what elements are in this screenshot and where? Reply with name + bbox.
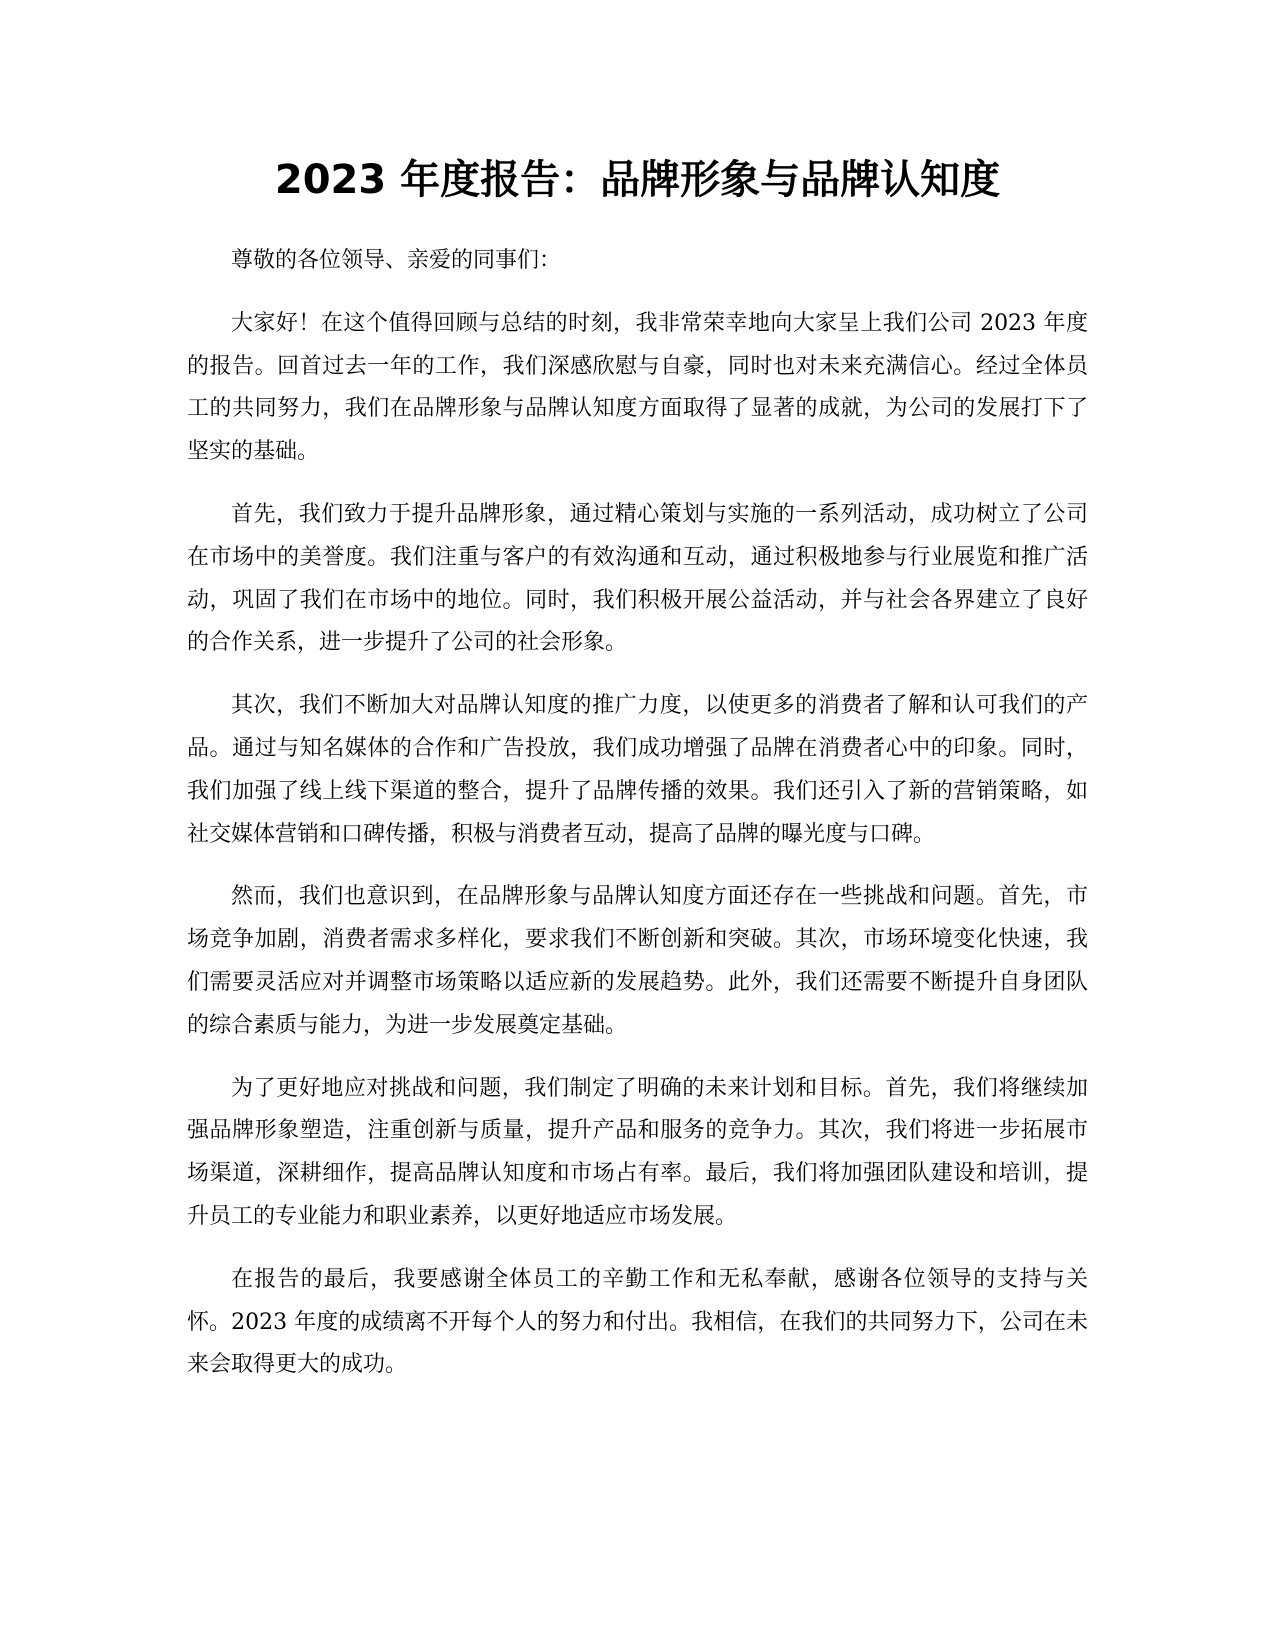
body-paragraph: 首先，我们致力于提升品牌形象，通过精心策划与实施的一系列活动，成功树立了公司在市场中的美誉度。我们注重与客户的有效沟通和互动，通过积极地参与行业展览和推广活动，巩固了我们在市场中的地位。同时，我们积极开展公益活动，并与社会各界建立了良好的合作关系，进一步提升了公司的社会形象。 bbox=[187, 501, 1088, 656]
body-paragraph: 然而，我们也意识到，在品牌形象与品牌认知度方面还存在一些挑战和问题。首先，市场竞争加剧，消费者需求多样化，要求我们不断创新和突破。其次，市场环境变化快速，我们需要灵活应对并调整市场策略以适应新的发展趋势。此外，我们还需要不断提升自身团队的综合素质与能力，为进一步发展奠定基础。 bbox=[187, 884, 1088, 1038]
document-body bbox=[187, 240, 1088, 1407]
body-paragraph: 大家好！在这个值得回顾与总结的时刻，我非常荣幸地向大家呈上我们公司 2023 年度的报告。回首过去一年的工作，我们深感欣慰与自豪，同时也对未来充满信心。经过全体员工的共同努力，我们在品牌形象与品牌认知度方面取得了显著的成就，为公司的发展打下了坚实的基础。 bbox=[187, 310, 1088, 465]
body-paragraph: 为了更好地应对挑战和问题，我们制定了明确的未来计划和目标。首先，我们将继续加强品牌形象塑造，注重创新与质量，提升产品和服务的竞争力。其次，我们将进一步拓展市场渠道，深耕细作，提高品牌认知度和市场占有率。最后，我们将加强团队建设和培训，提升员工的专业能力和职业素养，以更好地适应市场发展。 bbox=[187, 1075, 1088, 1229]
body-paragraph: 其次，我们不断加大对品牌认知度的推广力度，以使更多的消费者了解和认可我们的产品。通过与知名媒体的合作和广告投放，我们成功增强了品牌在消费者心中的印象。同时，我们加强了线上线下渠道的整合，提升了品牌传播的效果。我们还引入了新的营销策略，如社交媒体营销和口碑传播，积极与消费者互动，提高了品牌的曝光度与口碑。 bbox=[187, 693, 1088, 847]
document-title: 2023 年度报告：品牌形象与品牌认知度 bbox=[274, 157, 1001, 203]
closing-paragraph: 在报告的最后，我要感谢全体员工的辛勤工作和无私奉献，感谢各位领导的支持与关怀。2023 年度的成绩离不开每个人的努力和付出。我相信，在我们的共同努力下，公司在未来会取得更大的成功。 bbox=[187, 1266, 1088, 1378]
salutation-paragraph: 尊敬的各位领导、亲爱的同事们： bbox=[231, 248, 562, 273]
